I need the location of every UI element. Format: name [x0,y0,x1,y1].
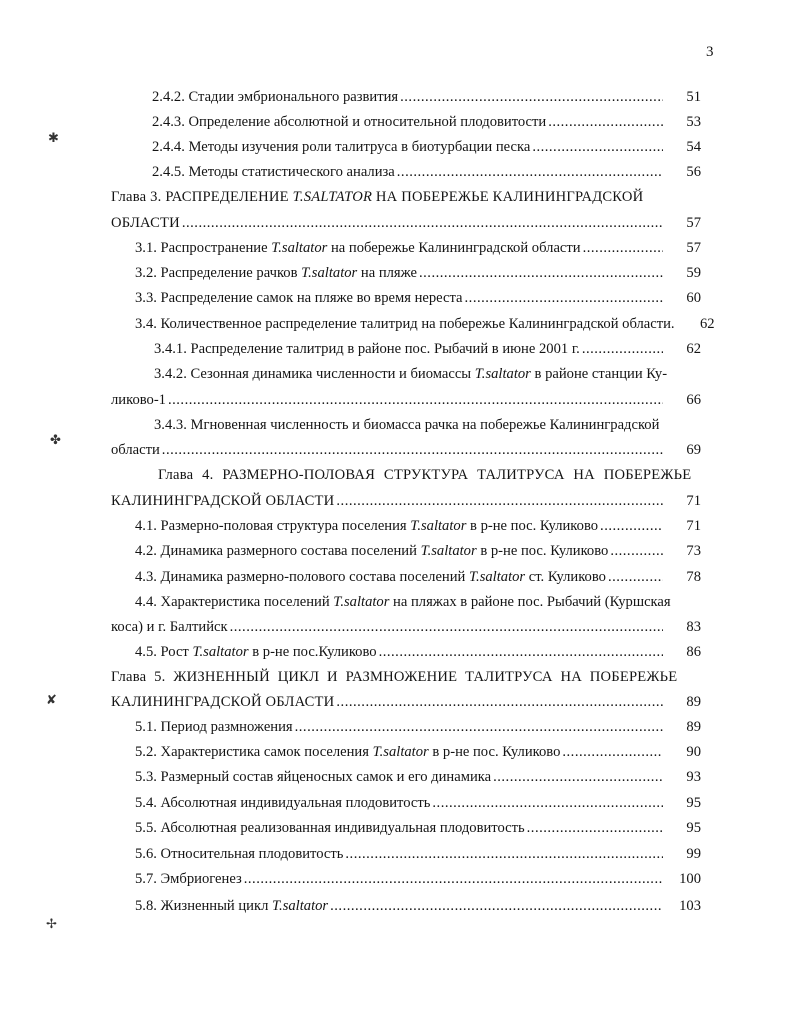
toc-entry-chapter-4[interactable] [111,492,701,511]
leader-dots [532,138,663,157]
leader-dots [295,718,663,737]
toc-entry-page: 71 [686,493,701,509]
toc-entry-title: 5.5. Абсолютная реализованная индивидуальная плодовитость [135,820,525,836]
leader-dots [397,163,663,182]
toc-entry-page: 100 [679,871,701,887]
toc-entry-title: ОБЛАСТИ [111,215,180,231]
leader-dots [583,239,663,258]
toc-entry-title: ликово-1 [111,392,166,408]
toc-entry-title: 4.5. Рост T.saltator в р-не пос.Куликово [135,644,377,660]
toc-entry-page: 99 [686,846,701,862]
toc-entry-title: 3.4. Количественное распределение талитрид на побережье Калининградской области. [135,316,675,332]
toc-entry[interactable] [135,718,701,737]
toc-entry-title-line: 4.4. Характеристика поселений T.saltator на пляжах в районе пос. Рыбачий (Куршская [135,594,671,610]
toc-entry-page: 95 [686,795,701,811]
toc-entry-page: 51 [686,89,701,105]
toc-entry-title: 5.6. Относительная плодовитость [135,846,344,862]
leader-dots [230,618,663,637]
toc-entry-page: 69 [686,442,701,458]
toc-entry-page: 57 [686,240,701,256]
toc-entry-title-line: 3.4.3. Мгновенная численность и биомасса рачка на побережье Калининградской [154,417,660,433]
leader-dots [330,897,663,916]
toc-entry[interactable] [111,441,701,460]
toc-entry[interactable] [135,542,701,561]
toc-entry[interactable] [135,315,715,334]
leader-dots [432,794,663,813]
leader-dots [168,391,663,410]
toc-entry-page: 95 [686,820,701,836]
leader-dots [465,289,663,308]
toc-entry-title: 4.1. Размерно-половая структура поселения T.saltator в р-не пос. Куликово [135,518,599,534]
scan-artifact-mark: ✱ [48,130,59,145]
scan-artifact-mark: ✘ [46,692,57,707]
toc-entry-title: 3.3. Распределение самок на пляже во время нереста [135,290,463,306]
toc-entry-title: 5.1. Период размножения [135,719,293,735]
leader-dots [608,568,663,587]
toc-entry[interactable] [135,897,701,916]
toc-entry-page: 89 [686,719,701,735]
toc-entry-page: 90 [686,744,701,760]
toc-entry[interactable] [135,643,701,662]
toc-entry-page: 83 [686,619,701,635]
toc-entry-page: 54 [686,139,701,155]
leader-dots [493,768,663,787]
toc-entry-title: 5.2. Характеристика самок поселения T.saltator в р-не пос. Куликово [135,744,561,760]
toc-entry-title: 3.1. Распространение T.saltator на побережье Калининградской области [135,240,581,256]
leader-dots [419,264,663,283]
toc-entry-title: 3.2. Распределение рачков T.saltator на пляже [135,265,417,281]
toc-entry-title: коса) и г. Балтийск [111,619,228,635]
toc-entry-title: 2.4.2. Стадии эмбрионального развития [152,89,399,105]
leader-dots [379,643,663,662]
leader-dots [400,88,663,107]
chapter-4-heading: Глава 4. РАЗМЕРНО-ПОЛОВАЯ СТРУКТУРА ТАЛИТРУСА НА ПОБЕРЕЖЬЕ [158,467,692,483]
toc-entry-page: 56 [686,164,701,180]
toc-entry[interactable] [111,391,701,410]
toc-entry-title: 4.2. Динамика размерного состава поселений T.saltator в р-не пос. Куликово [135,543,609,559]
toc-entry-title: 2.4.4. Методы изучения роли талитруса в биотурбации песка [152,139,531,155]
toc-entry-page: 71 [686,518,701,534]
toc-entry-title: КАЛИНИНГРАДСКОЙ ОБЛАСТИ [111,694,335,710]
chapter-3-heading: Глава 3. РАСПРЕДЕЛЕНИЕ T.SALTATOR НА ПОБЕРЕЖЬЕ КАЛИНИНГРАДСКОЙ [111,189,644,205]
page-number: 3 [706,44,714,60]
leader-dots [345,845,663,864]
leader-dots [182,214,663,233]
toc-entry-title: 2.4.3. Определение абсолютной и относительной плодовитости [152,114,547,130]
leader-dots [527,819,663,838]
toc-entry[interactable] [135,568,701,587]
toc-entry-chapter-5[interactable] [111,693,701,712]
toc-entry[interactable] [135,819,701,838]
toc-entry-title: 5.3. Размерный состав яйценосных самок и его динамика [135,769,492,785]
toc-entry-page: 60 [686,290,701,306]
toc-entry-page: 103 [679,898,701,914]
toc-entry-page: 89 [686,694,701,710]
toc-entry[interactable] [135,264,701,283]
leader-dots [582,340,663,359]
toc-entry-title: КАЛИНИНГРАДСКОЙ ОБЛАСТИ [111,493,335,509]
toc-entry-title: 5.4. Абсолютная индивидуальная плодовитость [135,795,431,811]
toc-entry[interactable] [111,618,701,637]
scan-artifact-mark: ✢ [46,916,57,931]
toc-entry-page: 78 [686,569,701,585]
toc-entry-page: 73 [686,543,701,559]
toc-entry-chapter-3[interactable] [111,214,701,233]
leader-dots [336,492,663,511]
toc-entry-page: 66 [686,392,701,408]
toc-entry[interactable] [152,113,701,132]
toc-entry-page: 62 [686,341,701,357]
toc-entry-title: 3.4.1. Распределение талитрид в районе пос. Рыбачий в июне 2001 г. [154,341,580,357]
toc-entry-title: области [111,442,160,458]
toc-entry-page: 93 [686,769,701,785]
toc-entry[interactable] [135,845,701,864]
toc-entry[interactable] [152,88,701,107]
toc-entry-title: 5.7. Эмбриогенез [135,871,242,887]
leader-dots [610,542,663,561]
toc-entry[interactable] [154,340,701,359]
scan-artifact-mark: ✤ [50,432,61,447]
toc-entry[interactable] [135,794,701,813]
toc-entry[interactable] [152,163,701,182]
toc-entry[interactable] [135,517,701,536]
toc-entry-title: 4.3. Динамика размерно-полового состава поселений T.saltator ст. Куликово [135,569,606,585]
toc-entry[interactable] [135,239,701,258]
toc-entry-page: 86 [686,644,701,660]
leader-dots [548,113,663,132]
toc-entry-title: 5.8. Жизненный цикл T.saltator [135,898,329,914]
leader-dots [336,693,663,712]
toc-entry[interactable] [135,870,701,889]
toc-entry-page: 57 [686,215,701,231]
toc-entry-title: 2.4.5. Методы статистического анализа [152,164,395,180]
leader-dots [600,517,663,536]
chapter-5-heading: Глава 5. ЖИЗНЕННЫЙ ЦИКЛ И РАЗМНОЖЕНИЕ ТАЛИТРУСА НА ПОБЕРЕЖЬЕ [111,669,678,685]
toc-entry[interactable] [152,138,701,157]
toc-entry-page: 59 [686,265,701,281]
leader-dots [162,441,663,460]
toc-entry[interactable] [135,289,701,308]
toc-entry[interactable] [135,743,701,762]
toc-entry-title-line: 3.4.2. Сезонная динамика численности и биомассы T.saltator в районе станции Ку- [154,366,668,382]
toc-entry-page: 53 [686,114,701,130]
toc-entry-page: 62 [700,316,715,332]
leader-dots [244,870,663,889]
leader-dots [562,743,663,762]
toc-entry[interactable] [135,768,701,787]
